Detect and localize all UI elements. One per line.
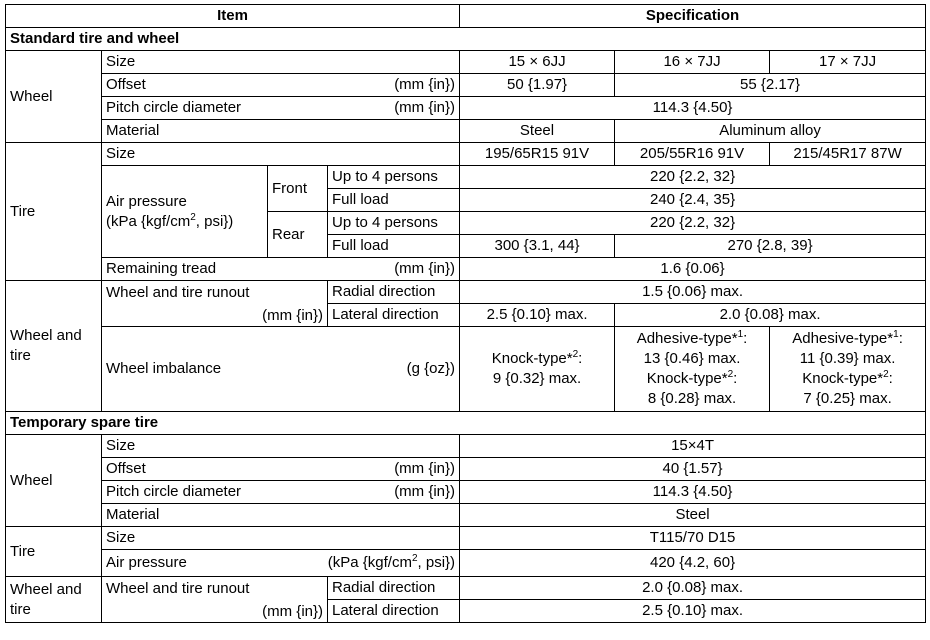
imbalance-cell: [615, 327, 770, 412]
row-label: Material: [102, 120, 460, 143]
runout-unit: (mm {in}): [262, 307, 323, 324]
imbalance-text: :: [898, 330, 903, 347]
value-cell: 2.0 {0.08} max.: [615, 304, 926, 327]
value-cell: 205/55R16 91V: [615, 143, 770, 166]
imbalance-cell: [770, 327, 926, 412]
value-cell: 114.3 {4.50}: [460, 481, 926, 504]
value-cell: 1.5 {0.06} max.: [460, 281, 926, 304]
air-pressure-line2: [106, 212, 263, 232]
unit-text: (mm {in}): [394, 99, 456, 116]
table-row: [6, 74, 926, 97]
table-row: [6, 166, 926, 189]
row-label: Material: [102, 504, 460, 527]
value-cell: 220 {2.2, 32}: [460, 212, 926, 235]
group-label-wheel-and-tire: [6, 577, 102, 623]
table-row: [6, 258, 926, 281]
air-unit-post: , psi}): [195, 212, 234, 230]
value-cell: 270 {2.8, 39}: [615, 235, 926, 258]
row-label: [102, 97, 460, 120]
label-line: Wheel and: [10, 580, 82, 598]
imbalance-line: 13 {0.46} max.: [643, 350, 741, 367]
imbalance-text: :: [888, 370, 893, 387]
value-cell: 300 {3.1, 44}: [460, 235, 615, 258]
row-label: [102, 327, 460, 412]
imbalance-line: [774, 369, 921, 389]
unit-text: (g {oz}): [406, 360, 456, 377]
table-row: [6, 281, 926, 304]
value-cell: 2.0 {0.08} max.: [460, 577, 926, 600]
imbalance-text: Knock-type*: [802, 370, 884, 387]
air-unit-sup: 2: [190, 211, 196, 223]
air-unit-pre: (kPa {kgf/cm: [106, 212, 191, 230]
table-row: [6, 481, 926, 504]
imbalance-line: 11 {0.39} max.: [799, 350, 896, 367]
footnote-mark: 2: [572, 349, 579, 360]
tire-wheel-spec-table: [5, 4, 926, 623]
label-text: Pitch circle diameter: [106, 483, 242, 500]
label-text: Pitch circle diameter: [106, 99, 242, 116]
section-title: Temporary spare tire: [6, 412, 926, 435]
imbalance-text: Knock-type*: [491, 350, 573, 367]
table-row: [6, 97, 926, 120]
imbalance-text: Knock-type*: [646, 370, 728, 387]
value-cell: 2.5 {0.10} max.: [460, 304, 615, 327]
table-row: [6, 435, 926, 458]
value-cell: 420 {4.2, 60}: [460, 550, 926, 577]
row-label: Up to 4 persons: [328, 212, 460, 235]
unit-text: (mm {in}): [394, 260, 456, 277]
imbalance-line: 8 {0.28} max.: [647, 390, 737, 407]
footnote-mark: 1: [893, 329, 899, 340]
value-cell: 114.3 {4.50}: [460, 97, 926, 120]
group-label-tire: Tire: [6, 143, 102, 281]
section-temporary: [6, 412, 926, 435]
unit-post: , psi}): [417, 554, 456, 571]
table-row: [6, 458, 926, 481]
footnote-mark: 2: [727, 369, 734, 380]
runout-label-text: Wheel and tire runout: [106, 284, 250, 301]
label-text: Air pressure: [106, 554, 187, 571]
runout-label-text: Wheel and tire runout: [106, 580, 250, 597]
table-row: [6, 577, 926, 600]
unit-text: (mm {in}): [394, 460, 456, 477]
value-cell: Steel: [460, 504, 926, 527]
footnote-mark: 2: [883, 369, 889, 380]
row-label: Radial direction: [328, 577, 460, 600]
row-label: Size: [102, 435, 460, 458]
header-item: Item: [6, 5, 460, 28]
label-line: tire: [10, 347, 31, 364]
imbalance-line: [619, 369, 765, 389]
air-pressure-label: [102, 166, 268, 258]
row-label: Radial direction: [328, 281, 460, 304]
imbalance-line: 9 {0.32} max.: [492, 370, 582, 387]
section-title: Standard tire and wheel: [6, 28, 926, 51]
imbalance-line: [619, 329, 765, 349]
value-cell: 15 × 6JJ: [460, 51, 615, 74]
front-label: Front: [268, 166, 328, 212]
row-label: [102, 481, 460, 504]
value-cell: 40 {1.57}: [460, 458, 926, 481]
value-cell: 15×4T: [460, 435, 926, 458]
label-text: Offset: [106, 460, 146, 477]
rear-label: Rear: [268, 212, 328, 258]
imbalance-text: Adhesive-type*: [636, 330, 738, 347]
label-text: Remaining tread: [106, 260, 217, 277]
row-label: Lateral direction: [328, 304, 460, 327]
group-label-wheel: Wheel: [6, 51, 102, 143]
imbalance-line: [464, 349, 610, 369]
imbalance-cell: [460, 327, 615, 412]
runout-label: [102, 577, 328, 623]
label-line: tire: [10, 600, 31, 618]
runout-label: [102, 281, 328, 327]
header-row: [6, 5, 926, 28]
value-cell: 215/45R17 87W: [770, 143, 926, 166]
imbalance-text: :: [743, 330, 748, 347]
imbalance-text: :: [578, 350, 583, 367]
header-specification: Specification: [460, 5, 926, 28]
table-row: [6, 120, 926, 143]
label-line: Wheel and: [10, 327, 82, 344]
value-cell: 17 × 7JJ: [770, 51, 926, 74]
value-cell: 1.6 {0.06}: [460, 258, 926, 281]
label-text: Wheel imbalance: [106, 360, 222, 377]
group-label-wheel: Wheel: [6, 435, 102, 527]
row-label: [102, 458, 460, 481]
row-label: Size: [102, 143, 460, 166]
label-text: Offset: [106, 76, 146, 93]
unit-text: (mm {in}): [394, 76, 456, 93]
row-label: [102, 74, 460, 97]
imbalance-line: [774, 329, 921, 349]
value-cell: T115/70 D15: [460, 527, 926, 550]
table-row: [6, 51, 926, 74]
row-label: Size: [102, 527, 460, 550]
table-row: [6, 527, 926, 550]
value-cell: Steel: [460, 120, 615, 143]
unit-sup: 2: [411, 553, 418, 564]
row-label: Full load: [328, 235, 460, 258]
value-cell: 2.5 {0.10} max.: [460, 600, 926, 623]
imbalance-line: 7 {0.25} max.: [803, 390, 892, 407]
section-standard: [6, 28, 926, 51]
value-cell: 16 × 7JJ: [615, 51, 770, 74]
row-label: Up to 4 persons: [328, 166, 460, 189]
imbalance-text: :: [733, 370, 738, 387]
value-cell: Aluminum alloy: [615, 120, 926, 143]
row-label: Lateral direction: [328, 600, 460, 623]
group-label-wheel-and-tire: [6, 281, 102, 412]
value-cell: 50 {1.97}: [460, 74, 615, 97]
value-cell: 55 {2.17}: [615, 74, 926, 97]
table-row: [6, 504, 926, 527]
footnote-mark: 1: [737, 329, 744, 340]
group-label-tire: Tire: [6, 527, 102, 577]
air-pressure-line1: Air pressure: [106, 192, 187, 210]
table-row: [6, 143, 926, 166]
value-cell: 240 {2.4, 35}: [460, 189, 926, 212]
row-label: Size: [102, 51, 460, 74]
row-label: [102, 550, 460, 577]
value-cell: 220 {2.2, 32}: [460, 166, 926, 189]
spec-table-container: [5, 4, 926, 623]
imbalance-text: Adhesive-type*: [792, 330, 894, 347]
runout-unit: (mm {in}): [262, 603, 323, 620]
row-label: [102, 258, 460, 281]
unit-pre: (kPa {kgf/cm: [327, 554, 412, 571]
value-cell: 195/65R15 91V: [460, 143, 615, 166]
unit-text: (mm {in}): [394, 483, 456, 500]
table-row: [6, 327, 926, 412]
unit-text: [328, 554, 455, 572]
row-label: Full load: [328, 189, 460, 212]
table-row: [6, 550, 926, 577]
